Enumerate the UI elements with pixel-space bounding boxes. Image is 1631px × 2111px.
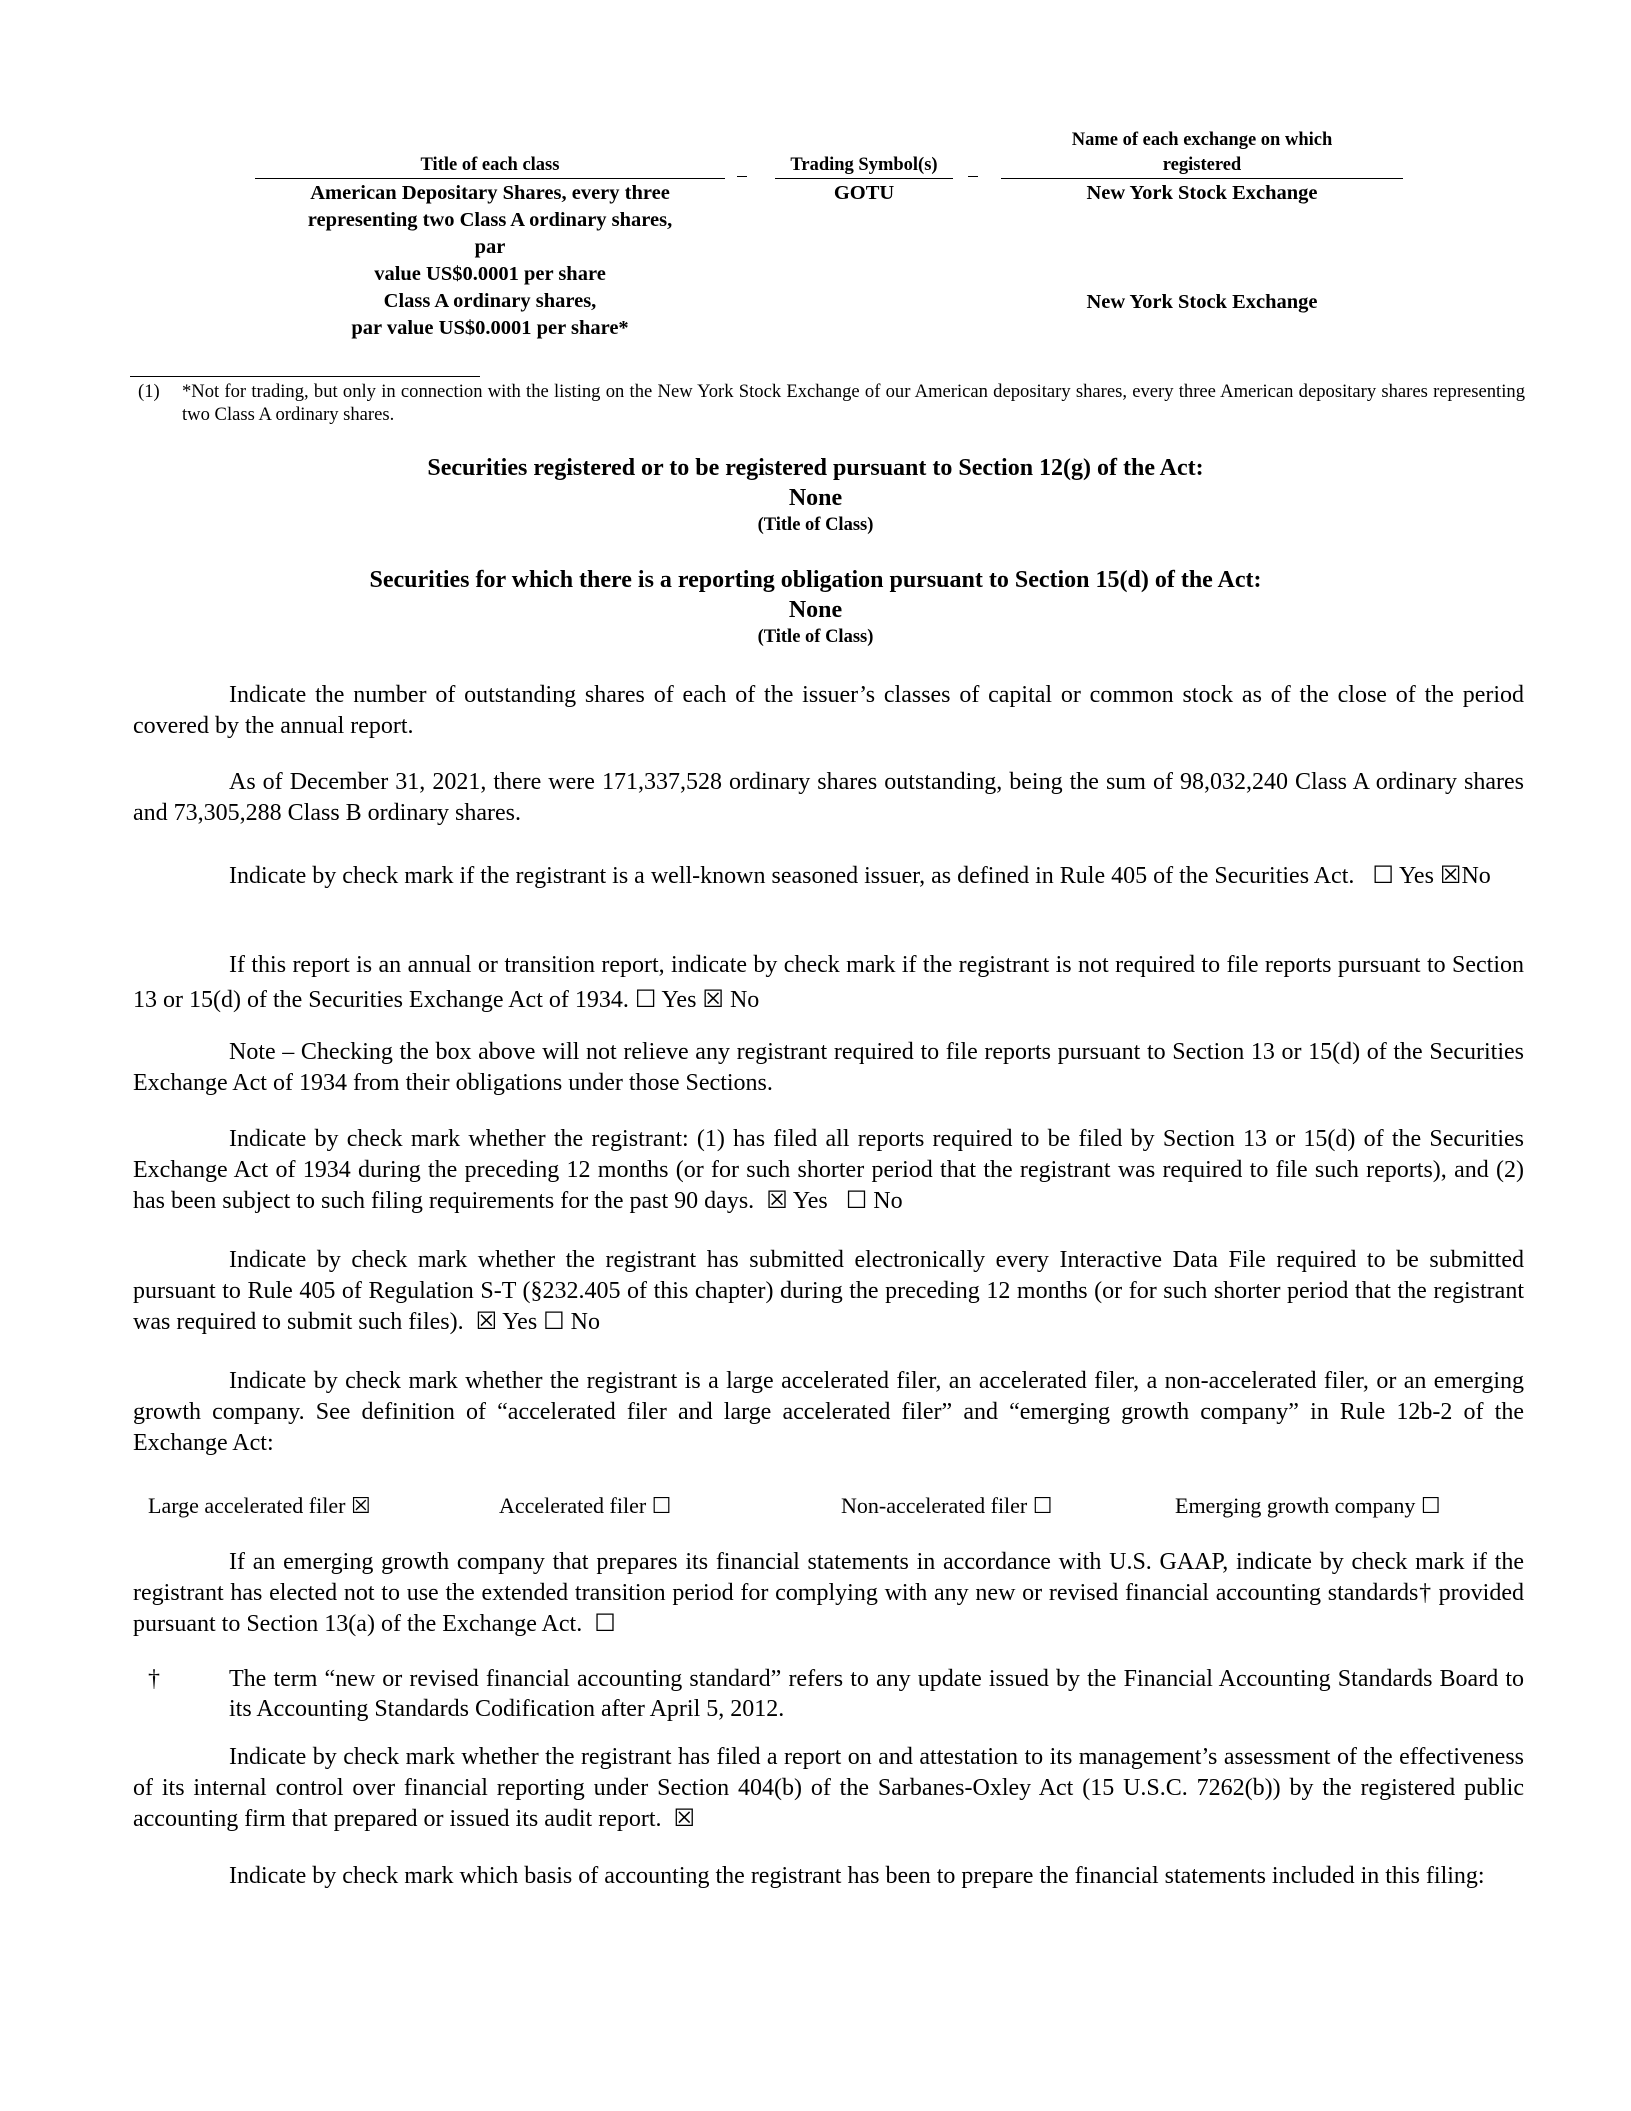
note-paragraph: Note – Checking the box above will not relieve any registrant required to file reports pursuant to Section 13 or 15(d) of the Securities Exchange Act of 1934 from their obligations under those Sections.	[133, 1039, 1524, 1096]
class-titles	[255, 180, 725, 342]
class-title-line: value US$0.0001 per share	[374, 263, 606, 285]
class-title-line: par value US$0.0001 per share*	[351, 317, 629, 339]
non-accelerated-filer-checkbox[interactable]: ☐	[1032, 1493, 1053, 1518]
filer-type-paragraph: Indicate by check mark whether the registrant is a large accelerated filer, an accelerated filer, a non-accelerated filer, or an emerging growth company. See definition of “accelerated filer and large accelerated filer” and “emerging growth company” in Rule 12b-2 of the Exchange Act:	[133, 1368, 1524, 1456]
emerging-growth-company-label: Emerging growth company	[1175, 1493, 1416, 1518]
footnote-number: (1)	[138, 381, 160, 402]
filed-all-yes-label: Yes	[792, 1188, 828, 1214]
header-exchange-line2: registered	[1162, 155, 1242, 175]
sox-404b-checkbox[interactable]: ☒	[673, 1806, 696, 1832]
non-accelerated-filer-option	[841, 1491, 1053, 1521]
section-12g-caption: (Title of Class)	[757, 515, 874, 535]
non-accelerated-filer-label: Non-accelerated filer	[841, 1493, 1028, 1518]
not-required-text: If this report is an annual or transition report, indicate by check mark if the registrant is not required to file reports pursuant to Section 13 or 15(d) of the Securities Exchange Act of 1934.	[133, 952, 1524, 1013]
header-exchange	[1001, 128, 1403, 179]
accelerated-filer-option	[499, 1491, 671, 1521]
wksi-text: Indicate by check mark if the registrant is a well-known seasoned issuer, as defined in Rule 405 of the Securities Act.	[229, 863, 1355, 889]
header-trading-symbol: Trading Symbol(s)	[775, 153, 953, 179]
interactive-no-label: No	[570, 1309, 601, 1335]
class-title-line: Class A ordinary shares,	[383, 290, 597, 312]
dagger-text: The term “new or revised financial accounting standard” refers to any update issued by the Financial Accounting Standards Board to its Accounting Standards Codification after April 5, 2012.	[229, 1666, 1524, 1722]
section-15d-value: None	[788, 597, 843, 623]
section-12g	[0, 453, 1631, 537]
filed-all-paragraph	[133, 1124, 1524, 1217]
large-accelerated-filer-checkbox[interactable]: ☒	[350, 1493, 371, 1518]
emerging-growth-company-option	[1175, 1491, 1441, 1521]
not-required-no-checkbox[interactable]: ☒	[702, 987, 724, 1013]
wksi-paragraph	[133, 859, 1524, 894]
section-15d	[0, 565, 1631, 649]
header-title-of-class: Title of each class	[255, 153, 725, 179]
footnote-rule	[130, 376, 480, 377]
interactive-paragraph	[133, 1245, 1524, 1338]
interactive-text: Indicate by check mark whether the registrant has submitted electronically every Interactive Data File required to be submitted pursuant to Rule 405 of Regulation S-T (§232.405 of this chapter) during the preceding 12 months (or for such shorter period that the registrant was required to submit such files).	[133, 1247, 1524, 1335]
class-title-line: par	[474, 236, 506, 258]
wksi-no-checkbox[interactable]: ☒	[1439, 863, 1462, 889]
interactive-no-checkbox[interactable]: ☐	[543, 1309, 565, 1335]
interactive-yes-label: Yes	[502, 1309, 538, 1335]
emerging-growth-company-checkbox[interactable]: ☐	[1420, 1493, 1441, 1518]
header-exchange-line1: Name of each exchange on which	[1071, 130, 1333, 150]
interactive-yes-checkbox[interactable]: ☒	[475, 1309, 498, 1335]
section-12g-title: Securities registered or to be registered pursuant to Section 12(g) of the Act:	[427, 455, 1204, 481]
outstanding-value-paragraph: As of December 31, 2021, there were 171,337,528 ordinary shares outstanding, being the sum of 98,032,240 Class A ordinary shares and 73,305,288 Class B ordinary shares.	[133, 769, 1524, 826]
filed-all-text: Indicate by check mark whether the registrant: (1) has filed all reports required to be filed by Section 13 or 15(d) of the Securities Exchange Act of 1934 during the preceding 12 months (or for such shorter period that the registrant was required to file such reports), and (2) has been subject to such filing requirements for the past 90 days.	[133, 1126, 1524, 1214]
sox-404b-paragraph	[133, 1742, 1524, 1835]
dagger-symbol: †	[148, 1666, 160, 1692]
large-accelerated-filer-option	[148, 1491, 371, 1521]
class-title-line: representing two Class A ordinary shares,	[307, 209, 673, 231]
accelerated-filer-label: Accelerated filer	[499, 1493, 647, 1518]
filed-all-yes-checkbox[interactable]: ☒	[766, 1188, 788, 1214]
trading-symbol-value: GOTU	[833, 182, 895, 204]
class-title-line: American Depositary Shares, every three	[310, 182, 670, 204]
filed-all-no-checkbox[interactable]: ☐	[845, 1188, 868, 1214]
filer-options	[148, 1491, 1548, 1523]
accelerated-filer-checkbox[interactable]: ☐	[651, 1493, 672, 1518]
dagger-footnote	[133, 1664, 1524, 1724]
not-required-yes-checkbox[interactable]: ☐	[634, 987, 657, 1013]
egc-transition-checkbox[interactable]: ☐	[594, 1611, 616, 1637]
wksi-no-label: No	[1461, 863, 1491, 889]
header-separator	[737, 176, 747, 177]
wksi-yes-label: Yes	[1399, 863, 1434, 889]
exchange-value: New York Stock Exchange	[1086, 291, 1318, 313]
section-15d-caption: (Title of Class)	[757, 627, 874, 647]
filed-all-no-label: No	[873, 1188, 903, 1214]
outstanding-intro-paragraph: Indicate the number of outstanding shares of each of the issuer’s classes of capital or common stock as of the close of the period covered by the annual report.	[133, 682, 1524, 739]
not-required-paragraph	[133, 948, 1524, 1018]
footnote-text: *Not for trading, but only in connection with the listing on the New York Stock Exchange of our American depositary shares, every three American depositary shares representing two Class A ordinary shares.	[182, 381, 1525, 425]
egc-transition-paragraph	[133, 1547, 1524, 1640]
exchange-value: New York Stock Exchange	[1086, 182, 1318, 204]
egc-transition-text: If an emerging growth company that prepares its financial statements in accordance with U.S. GAAP, indicate by check mark if the registrant has elected not to use the extended transition period for complying with any new or revised financial accounting standards† provided pursuant to Section 13(a) of the Exchange Act.	[133, 1549, 1524, 1637]
not-required-yes-label: Yes	[661, 987, 697, 1013]
large-accelerated-filer-label: Large accelerated filer	[148, 1493, 346, 1518]
wksi-yes-checkbox[interactable]: ☐	[1372, 863, 1394, 889]
section-12g-value: None	[788, 485, 843, 511]
header-separator	[968, 176, 978, 177]
sox-404b-text: Indicate by check mark whether the registrant has filed a report on and attestation to its management’s assessment of the effectiveness of its internal control over financial reporting under Section 404(b) of the Sarbanes-Oxley Act (15 U.S.C. 7262(b)) by the registered public accounting firm that prepared or issued its audit report.	[133, 1744, 1524, 1832]
footnote	[130, 380, 1525, 426]
securities-table	[255, 128, 1405, 358]
accounting-basis-paragraph: Indicate by check mark which basis of accounting the registrant has been to prepare the financial statements included in this filing:	[229, 1863, 1485, 1889]
not-required-no-label: No	[729, 987, 760, 1013]
section-15d-title: Securities for which there is a reporting obligation pursuant to Section 15(d) of the Act:	[369, 567, 1262, 593]
